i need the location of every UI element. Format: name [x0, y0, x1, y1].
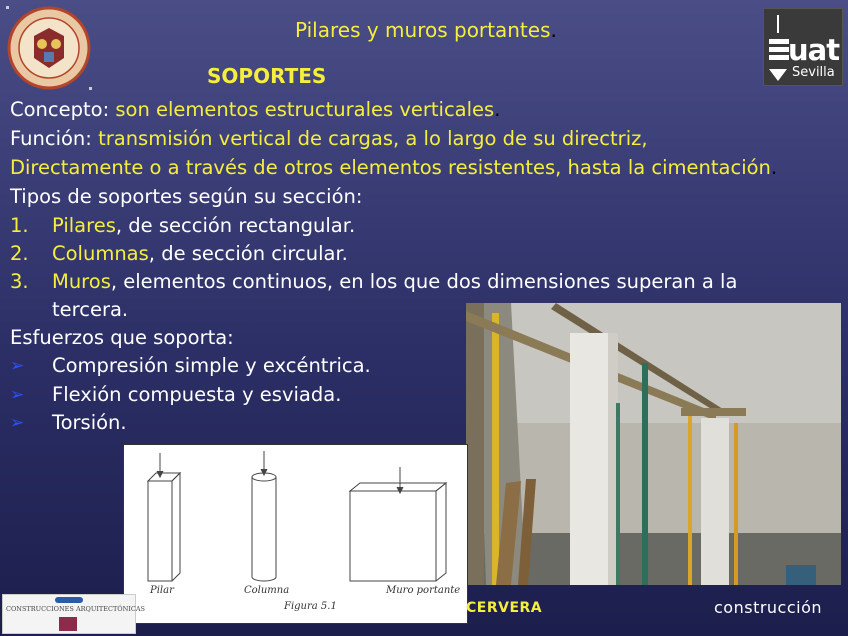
construcciones-logo [2, 594, 146, 634]
esfuerzo-item-3: ➢ Torsión. [10, 411, 127, 434]
tipo-item-1: 1. Pilares, de sección rectangular. [10, 214, 356, 237]
logo-triangle-icon [769, 69, 787, 81]
label-pilar: Pilar [150, 585, 174, 596]
muro-diagram [350, 467, 446, 581]
arrow-bullet-icon: ➢ [10, 413, 25, 433]
footer-section: construcción [714, 598, 823, 617]
columna-diagram [252, 451, 276, 581]
figure-caption: Figura 5.1 [284, 601, 337, 612]
esfuerzos-heading: Esfuerzos que soporta: [10, 326, 234, 349]
tipo-item-3: 3. Muros, elementos continuos, en los que dos dimensiones superan a la [10, 270, 738, 293]
funcion-line: Función: transmisión vertical de cargas, a lo largo de su directriz, [10, 127, 648, 150]
footer-author: CERVERA [466, 600, 543, 616]
logo-sub-text: Sevilla [792, 65, 835, 80]
tipos-heading: Tipos de soportes según su sección: [10, 185, 363, 208]
university-seal-logo [6, 6, 92, 90]
esfuerzo-item-2: ➢ Flexión compuesta y esviada. [10, 383, 342, 406]
pilar-diagram [148, 453, 180, 581]
slide-title: Pilares y muros portantes. [295, 18, 557, 42]
arrow-bullet-icon: ➢ [10, 385, 25, 405]
support-types-diagram [124, 445, 467, 623]
logo-emblem-icon [55, 597, 83, 603]
construction-photo [466, 303, 841, 585]
label-columna: Columna [244, 585, 290, 596]
esfuerzo-item-1: ➢ Compresión simple y excéntrica. [10, 354, 371, 377]
tipo-item-3-continued: tercera. [52, 298, 129, 321]
logo-main-text: uat [788, 33, 840, 67]
structural-figure [123, 444, 468, 624]
arrow-bullet-icon: ➢ [10, 356, 25, 376]
slide-subtitle: SOPORTES [207, 64, 327, 88]
label-muro-portante: Muro portante [386, 585, 461, 596]
logo-lines-icon [769, 39, 789, 63]
euat-sevilla-logo [763, 8, 843, 86]
logo-block-icon [59, 617, 77, 631]
logo-bar-icon [777, 15, 779, 33]
tipo-item-2: 2. Columnas, de sección circular. [10, 242, 348, 265]
footer-logo-text: CONSTRUCCIONES ARQUITECTÓNICAS [6, 605, 146, 613]
directamente-line: Directamente o a través de otros elementos resistentes, hasta la cimentación. [10, 156, 778, 179]
concepto-line: Concepto: son elementos estructurales verticales. [10, 98, 501, 121]
